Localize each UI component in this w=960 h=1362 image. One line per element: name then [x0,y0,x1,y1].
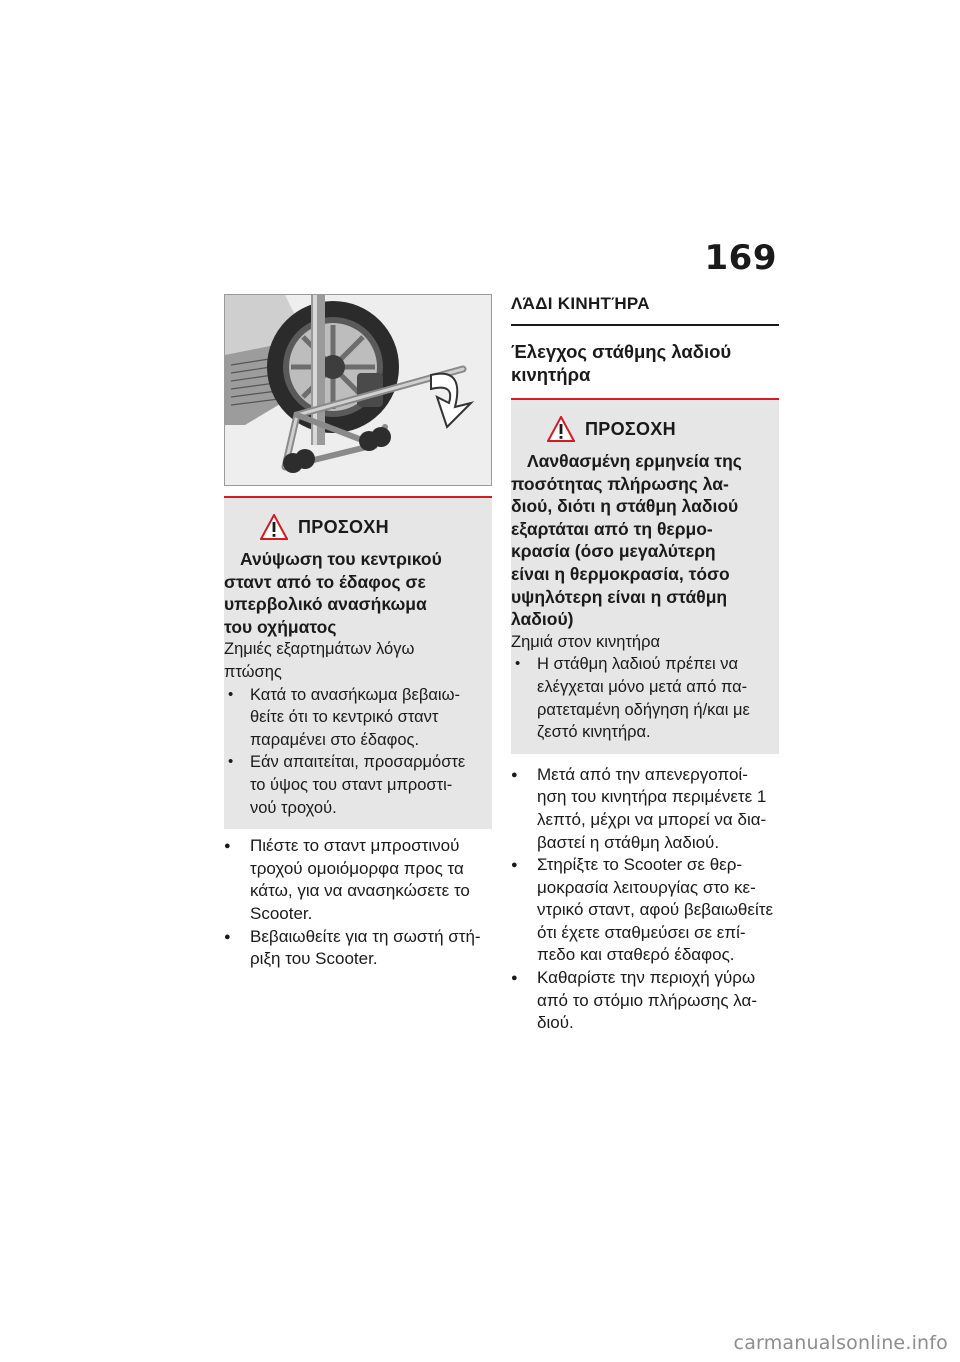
consequence-line: Ζημιές εξαρτημάτων λόγω [224,640,415,659]
remedy-line: ρατεταμένη οδήγηση ή/και με [537,700,750,719]
subsection-title [511,340,779,386]
hazard-line: κρασία (όσο μεγαλύτερη [511,541,716,562]
warning-title: ΠΡΟΣΟΧΗ [298,516,389,537]
warning-triangle-icon [547,416,575,442]
remedy-line: • Η στάθμη λαδιού πρέπει να [537,655,739,674]
step-item [511,854,779,967]
warning-triangle-icon [260,514,288,540]
watermark: carmanualsonline.info [733,1332,948,1354]
step-line: ● Καθαρίστε την περιοχή γύρω [537,968,756,988]
warning-hazard-text [224,544,492,638]
hazard-line: είναι η θερμοκρασία, τόσο [511,563,730,584]
warning-header [511,412,779,446]
remedy-item [224,684,492,752]
hazard-line: διού, διότι η στάθμη λαδιού [511,496,739,517]
warning-consequence [224,638,492,683]
procedure-steps-right [511,764,779,1035]
warning-hazard-text [511,446,779,631]
step-line: μοκρασία λειτουργίας στο κε- [537,877,756,897]
remedy-line: • Κατά το ανασήκωμα βεβαιω- [250,685,460,704]
hazard-line: Λανθασμένη ερμηνεία της [527,451,742,471]
page-number: 169 [704,238,777,278]
step-line: ● Βεβαιωθείτε για τη σωστή στή- [250,926,481,946]
step-line: ηση του κινητήρα περιμένετε 1 [537,787,767,807]
warning-box-stand [224,496,492,829]
step-line: τροχού ομοιόμορφα προς τα [250,858,464,878]
consequence-line: Ζημιά στον κινητήρα [511,632,660,651]
warning-remedy-list [224,684,492,820]
remedy-item [224,751,492,819]
stand-illustration-svg [225,295,491,485]
remedy-item [511,653,779,743]
hazard-line: υψηλότερη είναι η στάθμη [511,586,728,607]
step-line: πεδο και σταθερό έδαφος. [537,945,735,965]
warning-header [224,510,492,544]
scooter-front-stand-illustration [224,294,492,486]
step-line: ● Στηρίξτε το Scooter σε θερ- [537,855,743,875]
step-line: ότι έχετε σταθμεύσει σε επί- [537,922,746,942]
hazard-line: Ανύψωση του κεντρικού [240,549,442,569]
subsection-line: κινητήρα [511,364,591,385]
step-line: διού. [537,1013,574,1033]
procedure-steps-left [224,835,492,971]
hazard-line: λαδιού) [511,609,574,630]
step-item [511,967,779,1035]
remedy-line: ελέγχεται μόνο μετά από πα- [537,677,748,696]
remedy-line: το ύψος του σταντ μπροστι- [250,775,453,794]
consequence-line: πτώσης [224,662,282,681]
hazard-line: ποσότητας πλήρωσης λα- [511,473,729,494]
hazard-line: υπερβολικό ανασήκωμα [224,594,427,615]
step-line: ντρικό σταντ, αφού βεβαιωθείτε [537,900,774,920]
step-line: ριξη του Scooter. [250,949,378,969]
warning-title: ΠΡΟΣΟΧΗ [585,418,676,439]
step-line: λεπτό, μέχρι να μπορεί να δια- [537,809,767,829]
warning-box-oil [511,398,779,754]
hazard-line: εξαρτάται από τη θερμο- [511,518,713,539]
step-item [224,835,492,925]
remedy-line: θείτε ότι το κεντρικό σταντ [250,708,439,727]
left-column [224,294,492,971]
step-line: από το στόμιο πλήρωσης λα- [537,990,758,1010]
warning-remedy-list [511,653,779,743]
step-line: ● Πιέστε το σταντ μπροστινού [250,836,460,856]
step-line: Scooter. [250,903,313,923]
warning-consequence [511,631,779,654]
remedy-line: παραμένει στο έδαφος. [250,730,420,749]
remedy-line: ζεστό κινητήρα. [537,723,651,742]
hazard-line: σταντ από το έδαφος σε [224,571,426,592]
right-column [511,294,779,1035]
step-line: ● Μετά από την απενεργοποί- [537,764,748,784]
remedy-line: νού τροχού. [250,798,337,817]
hazard-line: του οχήματος [224,616,337,637]
subsection-line: Έλεγχος στάθμης λαδιού [511,341,732,362]
remedy-line: • Εάν απαιτείται, προσαρμόστε [250,753,466,772]
section-title: ΛΆΔΙ ΚΙΝΗΤΉΡΑ [511,294,779,326]
step-line: βαστεί η στάθμη λαδιού. [537,832,720,852]
step-line: κάτω, για να ανασηκώσετε το [250,881,470,901]
step-item [511,764,779,854]
step-item [224,926,492,971]
